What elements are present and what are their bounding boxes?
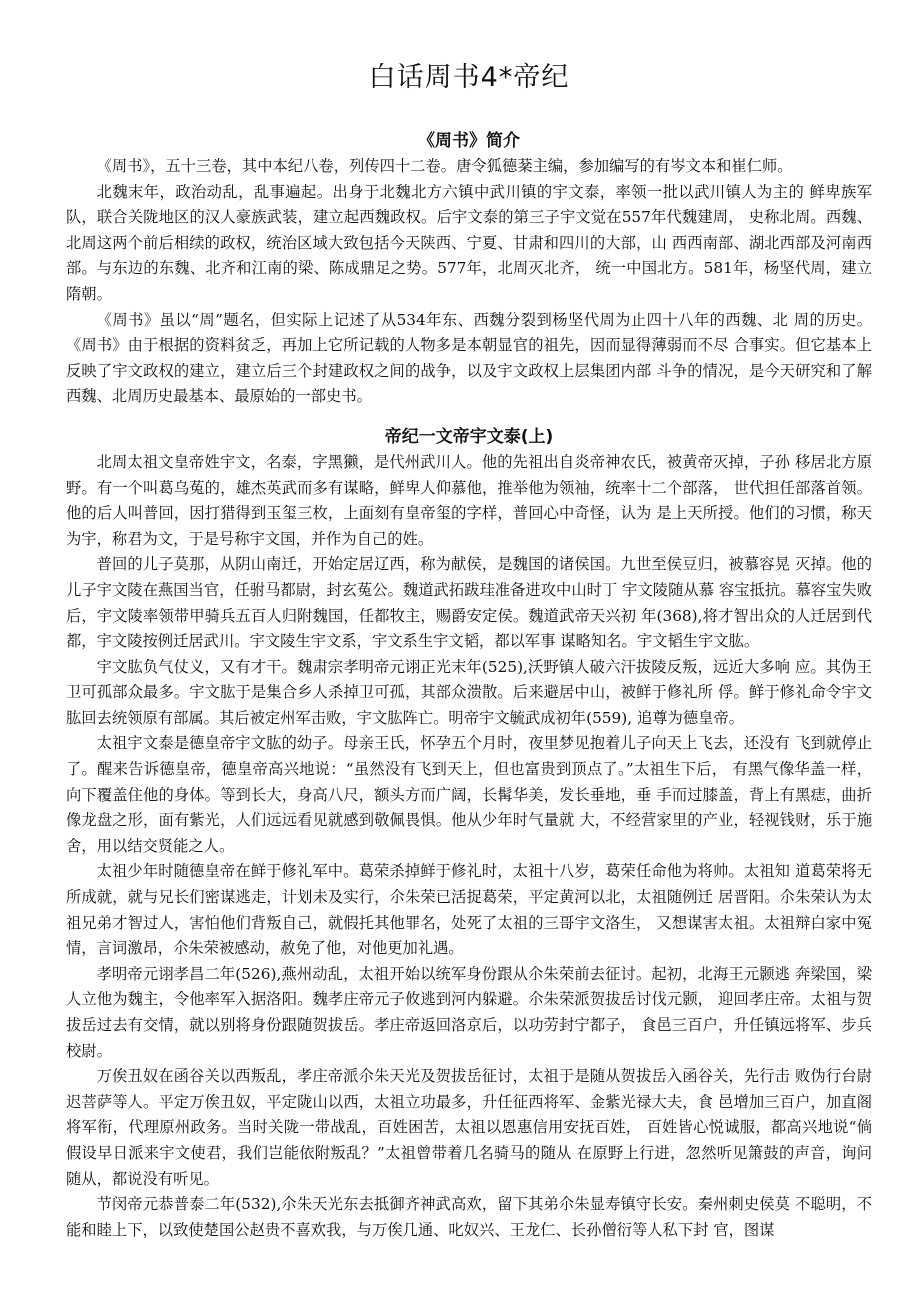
paragraph: 孝明帝元诩孝昌二年(526),燕州动乱，太祖开始以统军身份跟从尒朱荣前去征讨。起初，北海王元颢逃 奔梁国，梁人立他为魏主，令他率军入据洛阳。魏孝庄帝元子攸逃到河内躲避。尒朱荣派贺拔岳讨伐元颢， 迎回孝庄帝。太祖与贺拔岳过去有交情，就以别将身份跟随贺拔岳。孝庄帝返回洛京后，以功劳封宁都子， 食邑三百户，升任镇远将军、步兵校尉。 [66, 964, 872, 1060]
paragraph: 太祖少年时随德皇帝在鲜于修礼军中。葛荣杀掉鲜于修礼时，太祖十八岁，葛荣任命他为将帅。太祖知 道葛荣将无所成就，就与兄长们密谋逃走，计划未及实行，尒朱荣已活捉葛荣，平定黄河以北，太祖随例迁 居晋阳。尒朱荣认为太祖兄弟才智过人，害怕他们背叛自己，就假托其他罪名，处死了太祖的三哥宇文洛生， 又想谋害太祖。太祖辩白家中冤情，言词激昂，尒朱荣被感动，赦免了他，对他更加礼遇。 [66, 862, 872, 958]
paragraph: 《周书》，五十三卷，其中本纪八卷，列传四十二卷。唐令狐德棻主编，参加编写的有岑文本和崔仁师。 [96, 157, 793, 175]
section-title: 《周书》简介 [418, 131, 520, 151]
paragraph: 太祖宇文泰是德皇帝宇文肱的幼子。母亲王氏，怀孕五个月时，夜里梦见抱着儿子向天上飞去，还没有 飞到就停止了。醒来告诉德皇帝，德皇帝高兴地说：“虽然没有飞到天上，但也富贵到顶点了。”太祖生下后， 有黑气像华盖一样，向下覆盖住他的身体。等到长大，身高八尺，额头方而广阔，长髯华美，发长垂地，垂 手而过膝盖，背上有黑痣，曲折像龙盘之形，面有紫光，人们远远看见就感到敬佩畏惧。他从少年时气量就 大，不经营家里的产业，轻视钱财，乐于施舍，用以结交贤能之人。 [66, 734, 872, 855]
section-title: 帝纪一文帝宇文泰(上) [384, 426, 554, 447]
paragraph: 万俟丑奴在函谷关以西叛乱，孝庄帝派尒朱天光及贺拔岳征讨，太祖于是随从贺拔岳入函谷关，先行击 败伪行台尉迟菩萨等人。平定万俟丑奴，平定陇山以西，太祖立功最多，升任征西将军、金紫光禄大夫，食 邑增加三百户，加直阁将军衔，代理原州政务。当时关陇一带战乱，百姓困苦，太祖以恩惠信用安抚百姓， 百姓皆心悦诚服，都高兴地说“倘假设早日派来宇文使君，我们岂能依附叛乱？”太祖曾带着几名骑马的随从 在原野上行进，忽然听见箫鼓的声音，询问随从，都说没有听见。 [66, 1067, 872, 1188]
paragraph: 宇文肱负气仗义，又有才干。魏肃宗孝明帝元诩正光末年(525),沃野镇人破六汗拔陵反叛，远近大多响 应。其伪王卫可孤部众最多。宇文肱于是集合乡人杀掉卫可孤，其部众溃散。后来避居中山，被鲜于修礼所 俘。鲜于修礼命令宇文肱回去统领原有部属。其后被定州军击败，宇文肱阵亡。明帝宇文毓武成初年(559), 追尊为德皇帝。 [66, 657, 872, 727]
paragraph: 节闵帝元恭普泰二年(532),尒朱天光东去抵御齐神武高欢，留下其弟尒朱显寿镇守长安。秦州刺史侯莫 不聪明，不能和睦上下，以致使楚国公赵贵不喜欢我，与万俟几通、叱奴兴、王龙仁、长孙僧衍等人私下封 官，图谋 [66, 1195, 872, 1239]
document-page [66, 58, 872, 1257]
paragraph: 普回的儿子莫那，从阴山南迁，开始定居辽西，称为献侯，是魏国的诸侯国。九世至侯豆归，被慕容晃 灭掉。他的儿子宇文陵在燕国当官，任驸马都尉，封玄菟公。魏道武拓跋珪准备进攻中山时丁 宇文陵随从慕 容宝抵抗。慕容宝失败后，宇文陵率领带甲骑兵五百人归附魏国，任都牧主，赐爵安定侯。魏道武帝天兴初 年(368),将才智出众的人迁居到代都，宇文陵按例迁居武川。宇文陵生宇文系，宇文系生宇文韬，都以军事 谋略知名。宇文韬生宇文肱。 [66, 555, 872, 651]
paragraph: 北魏末年，政治动乱，乱事遍起。出身于北魏北方六镇中武川镇的宇文泰，率领一批以武川镇人为主的 鲜卑族军队，联合关陇地区的汉人豪族武装，建立起西魏政权。后宇文泰的第三子宇文觉在557年代魏建周， 史称北周。西魏、北周这两个前后相续的政权，统治区域大致包括今天陕西、宁夏、甘肃和四川的大部，山 西西南部、湖北西部及河南西部。与东边的东魏、北齐和江南的梁、陈成鼎足之势。577年，北周灭北齐， 统一中国北方。581年，杨坚代周，建立隋朝。 [66, 182, 872, 303]
section-annals-1 [66, 424, 872, 1243]
document-title: 白话周书4*帝纪 [368, 62, 570, 93]
section-intro [66, 128, 872, 410]
paragraph: 北周太祖文皇帝姓宇文，名泰，字黑獭，是代州武川人。他的先祖出自炎帝神农氏，被黄帝灭掉，子孙 移居北方原野。有一个叫葛乌菟的，雄杰英武而多有谋略，鲜卑人仰慕他，推举他为领袖，统率十二个部落， 世代担任部落首领。他的后人叫普回，因打猎得到玉玺三枚，上面刻有皇帝玺的字样，普回心中奇怪，认为 是上天所授。他们的习惯，称天为宇，称君为文，于是号称宇文国，并作为自己的姓。 [66, 452, 872, 548]
paragraph: 《周书》虽以“周”题名，但实际上记述了从534年东、西魏分裂到杨坚代周为止四十八年的西魏、北 周的历史。《周书》由于根据的资料贫乏，再加上它所记载的人物多是本朝显官的祖先，因而显得薄弱而不尽 合事实。但它基本上反映了宇文政权的建立，建立后三个封建政权之间的战争，以及宇文政权上层集团内部 斗争的情况，是今天研究和了解西魏、北周历史最基本、最原始的一部史书。 [66, 310, 872, 406]
